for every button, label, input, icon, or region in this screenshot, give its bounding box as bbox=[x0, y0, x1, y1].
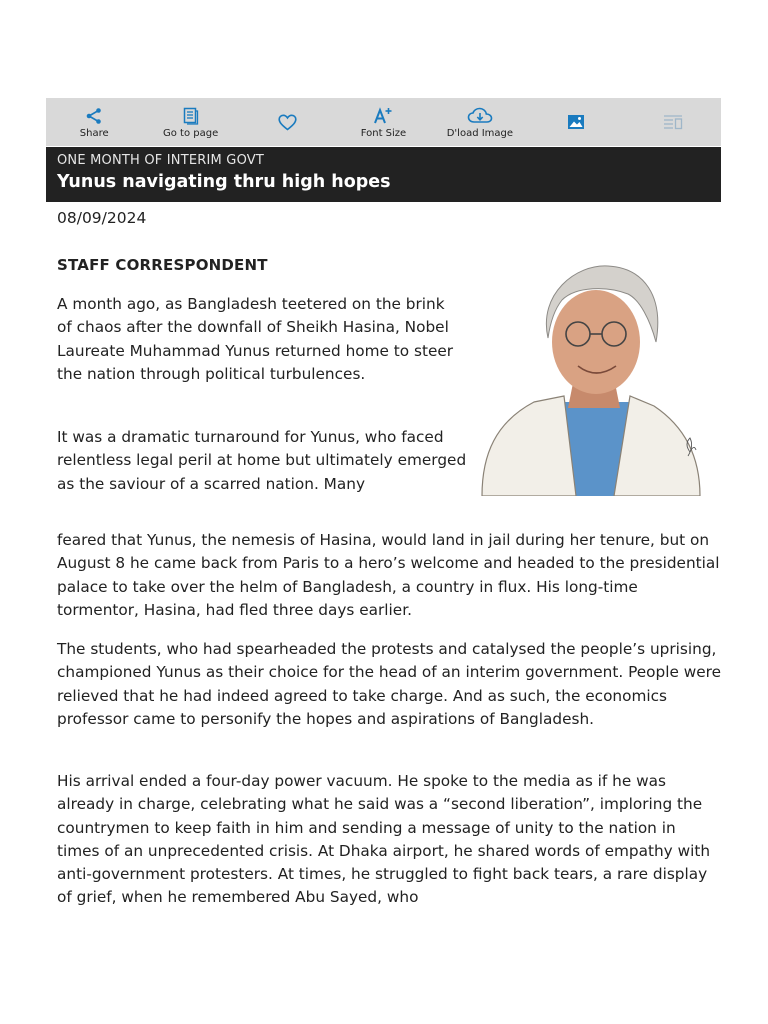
article-paragraph: The students, who had spearheaded the protests and catalysed the people’s uprising, championed Yunus as their choice for the head of an interim government. People were relieved that he had indeed agreed to take charge. And as such, the economics professor came to personify the hopes and aspirations of Bangladesh. bbox=[57, 640, 722, 728]
article-paragraph: It was a dramatic turnaround for Yunus, who faced relentless legal peril at home but ultimately emerged as the saviour of a scarred nation. Many bbox=[57, 428, 467, 493]
article-kicker: ONE MONTH OF INTERIM GOVT bbox=[57, 153, 265, 168]
download-image-label: D'load Image bbox=[446, 128, 514, 139]
share-label: Share bbox=[79, 128, 109, 139]
share-icon bbox=[85, 105, 103, 127]
share-button[interactable] bbox=[46, 98, 142, 146]
heart-icon bbox=[278, 111, 297, 133]
article-date: 08/09/2024 bbox=[57, 209, 147, 227]
article-toolbar bbox=[46, 98, 721, 146]
image-icon bbox=[567, 111, 585, 133]
cloud-download-icon bbox=[467, 105, 493, 127]
font-size-button[interactable] bbox=[335, 98, 431, 146]
download-image-button[interactable] bbox=[432, 98, 528, 146]
font-size-icon bbox=[373, 105, 393, 127]
text-view-button[interactable] bbox=[625, 98, 721, 146]
text-layout-icon bbox=[663, 111, 683, 133]
image-view-button[interactable] bbox=[528, 98, 624, 146]
article-paragraph: A month ago, as Bangladesh teetered on the brink of chaos after the downfall of Sheikh Hasina, Nobel Laureate Muhammad Yunus returned home to steer the nation through political turbulences. bbox=[57, 295, 454, 383]
article-headline: Yunus navigating thru high hopes bbox=[57, 172, 391, 192]
portrait-illustration bbox=[478, 256, 710, 496]
article-paragraph: His arrival ended a four-day power vacuum. He spoke to the media as if he was already in charge, celebrating what he said was a “second liberation”, imploring the countrymen to keep faith in him and sending a message of unity to the nation in times of an unprecedented crisis. At Dhaka airport, he shared words of empathy with anti-government protesters. At times, he struggled to fight back tears, a rare display of grief, when he remembered Abu Sayed, who bbox=[57, 772, 711, 907]
article-header bbox=[46, 147, 721, 202]
document-icon bbox=[183, 105, 199, 127]
go-to-page-button[interactable] bbox=[142, 98, 238, 146]
article-byline: STAFF CORRESPONDENT bbox=[57, 256, 268, 274]
article-paragraph: feared that Yunus, the nemesis of Hasina, would land in jail during her tenure, but on August 8 he came back from Paris to a hero’s welcome and headed to the presidential palace to take over the helm of Bangladesh, a country in flux. His long-time tormentor, Hasina, had fled three days earlier. bbox=[57, 531, 720, 619]
font-size-label: Font Size bbox=[360, 128, 407, 139]
favorite-button[interactable] bbox=[239, 98, 335, 146]
go-to-page-label: Go to page bbox=[163, 128, 219, 139]
